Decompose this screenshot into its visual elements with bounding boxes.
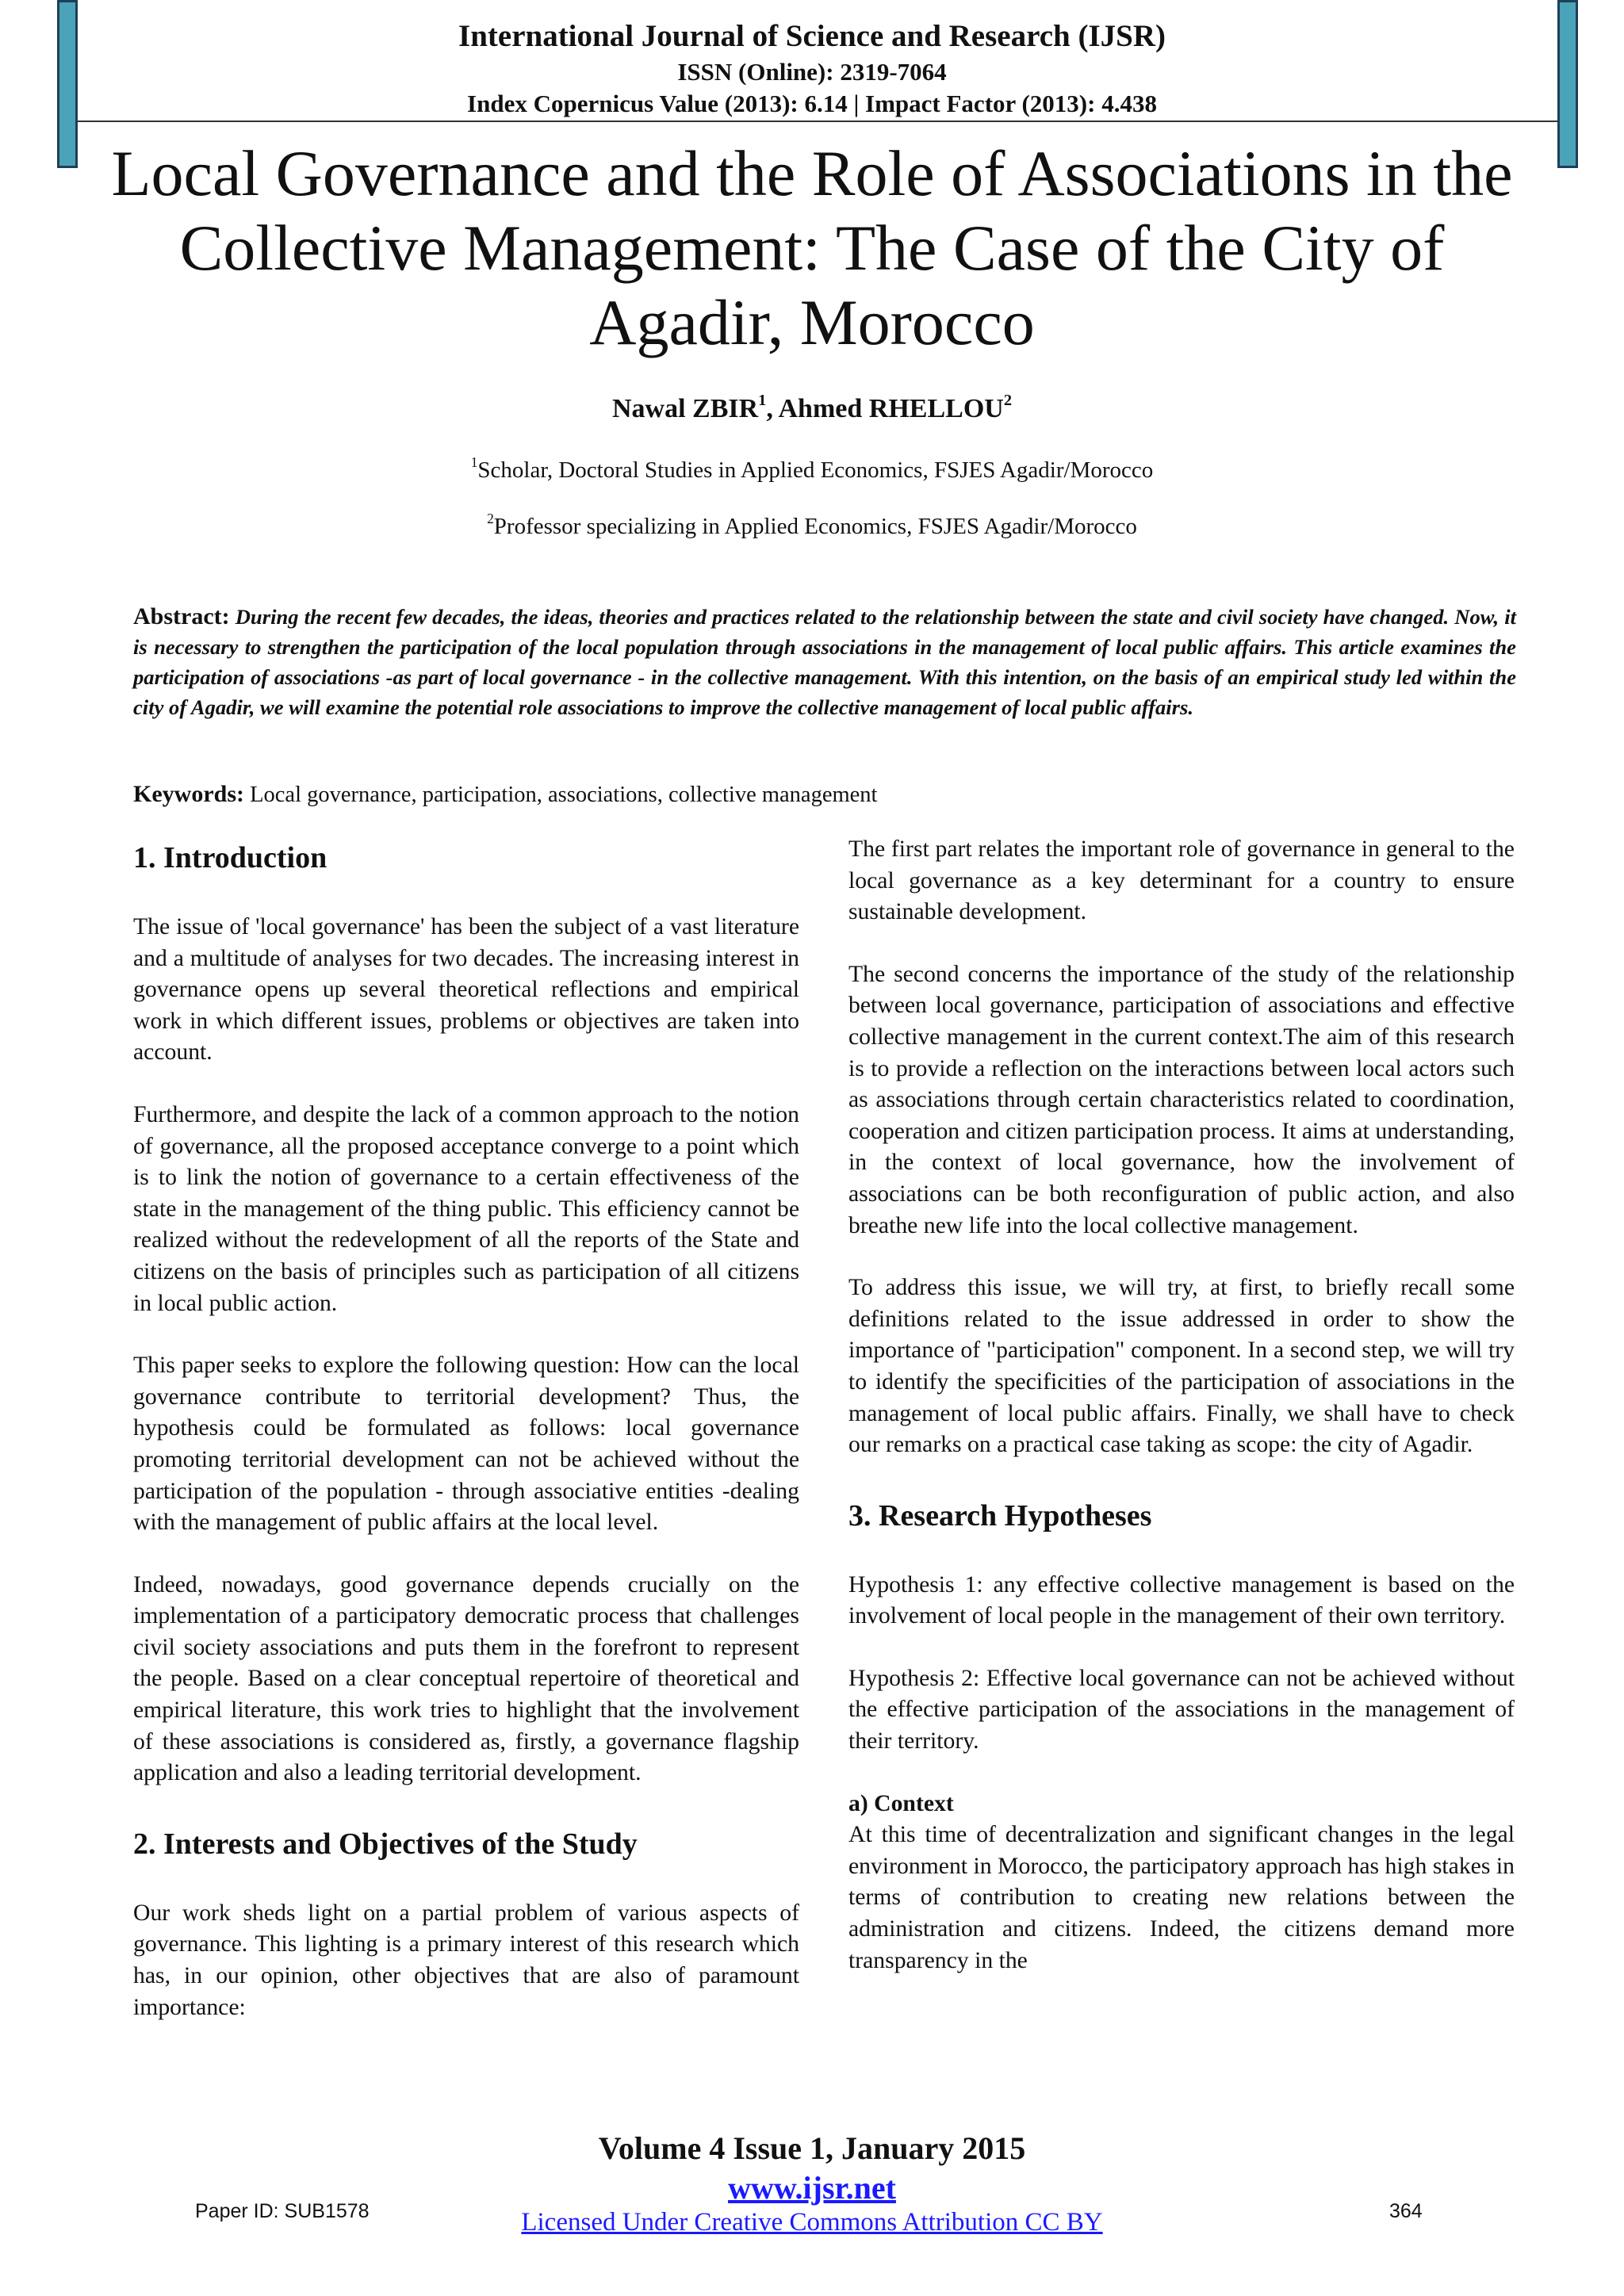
- abstract-text: During the recent few decades, the ideas, theories and practices related to the relationship between the state and civil society have changed. Now, it is necessary to strengthen the participation of the local population through associations in the management of local public affairs. This article examines the participation of associations -as part of local governance - in the collective management. With this intention, on the basis of an empirical study led within the city of Agadir, we will examine the potential role associations to improve the collective management of local public affairs.: [133, 605, 1516, 719]
- journal-index: Index Copernicus Value (2013): 6.14 | Impact Factor (2013): 4.438: [467, 90, 1157, 117]
- keywords-label: Keywords:: [133, 781, 244, 807]
- author-name: Ahmed RHELLOU: [778, 394, 1004, 423]
- body-paragraph: The second concerns the importance of the study of the relationship between local governance, participation of associations and effective collective management in the current context.The aim of this research is to provide a reflection on the interactions between local actors such as associations through certain characteristics related to coordination, cooperation and citizen participation process. It aims at understanding, in the context of local governance, how the involvement of associations can be both reconfiguration of public action, and also breathe new life into the local collective management.: [848, 961, 1515, 1238]
- abstract-label: Abstract:: [133, 603, 230, 629]
- hypothesis-1: Hypothesis 1: any effective collective management is based on the involvement of local people in the management of their own territory.: [848, 1571, 1515, 1629]
- affiliation-mark: 2: [487, 510, 494, 526]
- affiliation-2: [0, 511, 1624, 542]
- column-left: [133, 834, 799, 2054]
- affiliation-1: [0, 454, 1624, 486]
- footer-url-link[interactable]: www.ijsr.net: [728, 2170, 896, 2206]
- body-paragraph: Our work sheds light on a partial problem of various aspects of governance. This lighting is a primary interest of this research which has, in our opinion, other objectives that are also of paramount importance:: [133, 1900, 799, 2020]
- footer-volume: Volume 4 Issue 1, January 2015: [598, 2130, 1026, 2166]
- author-affiliation-mark: 1: [758, 391, 767, 409]
- keywords-text: Local governance, participation, associations, collective management: [250, 783, 878, 807]
- author-name: Nawal ZBIR: [611, 394, 759, 423]
- footer-license-link[interactable]: Licensed Under Creative Commons Attribution CC BY: [521, 2208, 1103, 2237]
- header-divider: [78, 121, 1557, 122]
- body-paragraph: Indeed, nowadays, good governance depends crucially on the implementation of a participatory democratic process that challenges civil society associations and puts them in the forefront to represent the people. Based on a clear conceptual repertoire of theoretical and empirical literature, this work tries to highlight that the involvement of these associations is considered as, firstly, a governance flagship application and also a leading territorial development.: [133, 1571, 799, 1786]
- author-separator: ,: [766, 394, 779, 423]
- affiliation-text: Scholar, Doctoral Studies in Applied Economics, FSJES Agadir/Morocco: [477, 457, 1154, 483]
- column-right: [848, 834, 1515, 2007]
- abstract: [133, 602, 1516, 722]
- body-paragraph: This paper seeks to explore the following question: How can the local governance contribute to territorial development? Thus, the hypothesis could be formulated as follows: local governance promoting territorial development can not be achieved without the participation of the population - through associative entities -dealing with the management of public affairs at the local level.: [133, 1353, 799, 1536]
- author-affiliation-mark: 2: [1003, 391, 1013, 409]
- hypothesis-2: Hypothesis 2: Effective local governance can not be achieved without the effective participation of the associations in the management of their territory.: [848, 1665, 1515, 1755]
- footer-paper-id: Paper ID: SUB1578: [195, 2200, 370, 2222]
- paper-title: Local Governance and the Role of Associations in the Collective Management: The Case of the City of Agadir, Morocco: [111, 137, 1513, 358]
- affiliation-text: Professor specializing in Applied Economics, FSJES Agadir/Morocco: [493, 514, 1137, 539]
- footer-page-number: 364: [1389, 2200, 1423, 2222]
- section-heading-hypotheses: 3. Research Hypotheses: [848, 1498, 1152, 1533]
- body-paragraph: At this time of decentralization and significant changes in the legal environment in Morocco, the participatory approach has high stakes in terms of contribution to creating new relations between the administration and citizens. Indeed, the citizens demand more transparency in the: [848, 1822, 1515, 1973]
- body-paragraph: The issue of 'local governance' has been the subject of a vast literature and a multitude of analyses for two decades. The increasing interest in governance opens up several theoretical reflections and empirical work in which different issues, problems or objectives are taken into account.: [133, 914, 799, 1066]
- subsection-heading-context: a) Context: [848, 1790, 954, 1816]
- body-paragraph: Furthermore, and despite the lack of a common approach to the notion of governance, all the proposed acceptance converge to a point which is to link the notion of governance to a certain effectiveness of the state in the management of the thing public. This efficiency cannot be realized without the redevelopment of all the reports of the State and citizens on the basis of principles such as participation of all citizens in local public action.: [133, 1101, 799, 1316]
- author-list: [0, 390, 1624, 428]
- section-heading-interests: 2. Interests and Objectives of the Study: [133, 1827, 638, 1861]
- section-heading-introduction: 1. Introduction: [133, 841, 327, 874]
- keywords: [133, 779, 1516, 811]
- body-paragraph: To address this issue, we will try, at first, to briefly recall some definitions related to the issue addressed in order to show the importance of "participation" component. In a second step, we will try to identify the specificities of the participation of associations in the management of local public affairs. Finally, we shall have to check our remarks on a practical case taking as scope: the city of Agadir.: [848, 1275, 1515, 1458]
- journal-name: International Journal of Science and Research (IJSR): [458, 19, 1166, 53]
- journal-issn: ISSN (Online): 2319-7064: [677, 58, 947, 86]
- affiliation-mark: 1: [470, 453, 478, 470]
- body-paragraph: The first part relates the important role of governance in general to the local governance as a key determinant for a country to ensure sustainable development.: [848, 836, 1515, 925]
